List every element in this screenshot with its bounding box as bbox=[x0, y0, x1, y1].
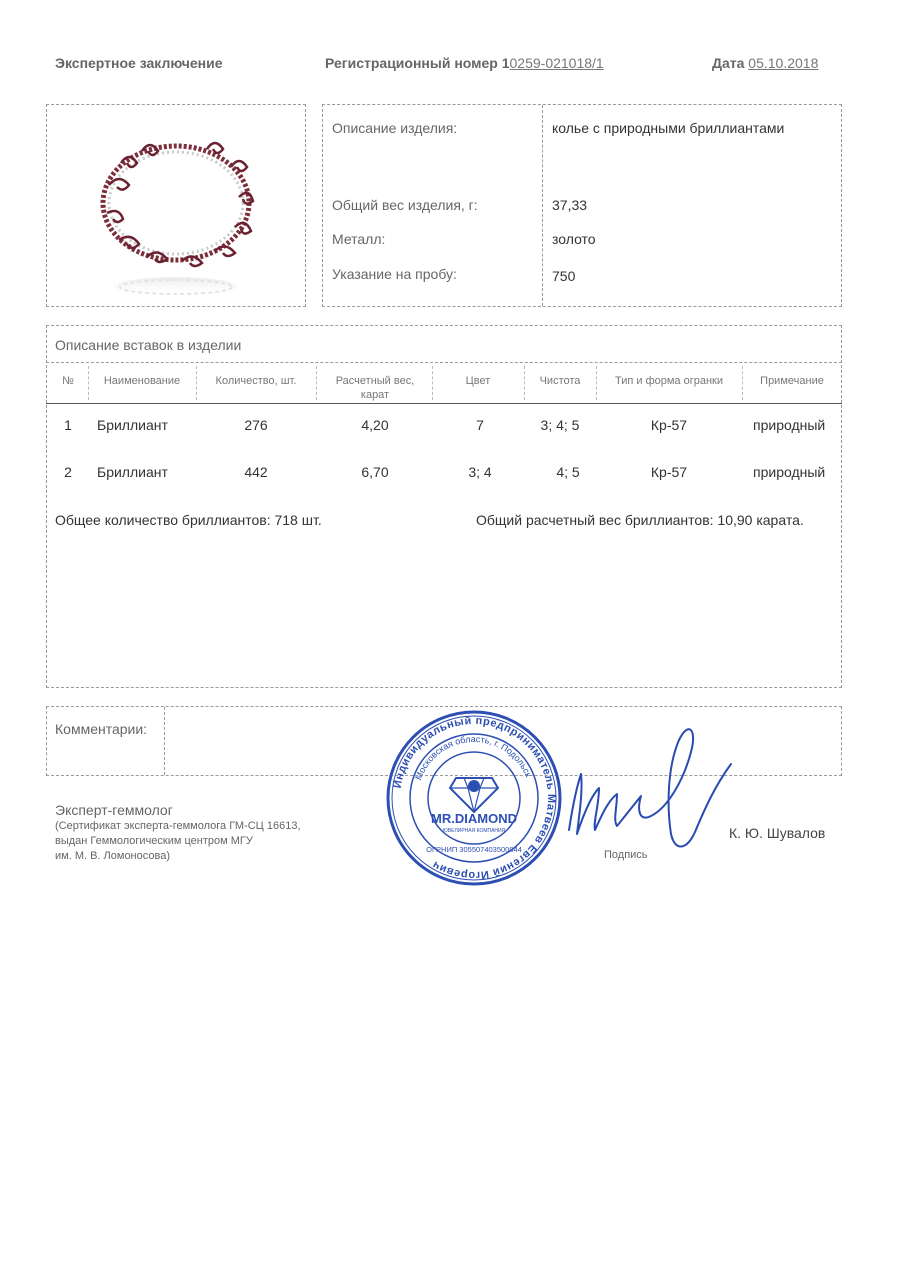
stamp-inner-text: Московская область, г. Подольск bbox=[413, 733, 534, 782]
necklace-photo bbox=[47, 105, 305, 306]
stamp-brand: MR.DIAMOND bbox=[431, 811, 517, 826]
col-sep bbox=[316, 366, 317, 400]
row1-cut: Кр-57 bbox=[650, 417, 688, 433]
col-header-num: № bbox=[62, 375, 74, 387]
expert-cert-line3: им. М. В. Ломоносова) bbox=[55, 850, 170, 862]
signature-icon bbox=[555, 712, 745, 862]
expert-name: К. Ю. Шувалов bbox=[729, 825, 826, 841]
metal-value: золото bbox=[552, 231, 596, 247]
date bbox=[712, 55, 818, 71]
row2-note: природный bbox=[753, 464, 826, 480]
row1-clarity: 3; 4; 5 bbox=[540, 417, 580, 433]
column-divider bbox=[542, 105, 543, 306]
col-sep bbox=[432, 366, 433, 400]
inserts-header-bottom-line bbox=[46, 403, 842, 404]
inserts-header-top-line bbox=[46, 362, 842, 363]
description-label: Описание изделия: bbox=[332, 120, 458, 136]
metal-label: Металл: bbox=[332, 231, 386, 247]
stamp-brand-sub: ЮВЕЛИРНАЯ КОМПАНИЯ bbox=[442, 828, 506, 834]
document-title: Экспертное заключение bbox=[55, 55, 223, 71]
total-weight: Общий расчетный вес бриллиантов: 10,90 карата. bbox=[476, 512, 804, 528]
row1-color: 7 bbox=[476, 417, 484, 433]
col-header-clarity: Чистота bbox=[539, 375, 581, 387]
expert-cert-line2: выдан Геммологическим центром МГУ bbox=[55, 835, 253, 847]
stamp-ogrnip: ОГРНИП 305507403500044 bbox=[426, 845, 522, 854]
col-header-name: Наименование bbox=[103, 375, 181, 387]
col-header-note: Примечание bbox=[760, 375, 824, 387]
col-sep bbox=[742, 366, 743, 400]
assay-value: 750 bbox=[552, 268, 576, 284]
row2-num: 2 bbox=[64, 464, 72, 480]
row2-weight: 6,70 bbox=[361, 464, 389, 480]
row2-color: 3; 4 bbox=[468, 464, 492, 480]
col-sep bbox=[596, 366, 597, 400]
row1-num: 1 bbox=[64, 417, 72, 433]
weight-label: Общий вес изделия, г: bbox=[332, 197, 478, 213]
company-stamp bbox=[386, 710, 562, 886]
col-header-qty: Количество, шт. bbox=[215, 375, 297, 387]
col-sep bbox=[524, 366, 525, 400]
col-sep bbox=[88, 366, 89, 400]
total-count: Общее количество бриллиантов: 718 шт. bbox=[55, 512, 322, 528]
signature-label: Подпись bbox=[604, 849, 648, 861]
row1-qty: 276 bbox=[244, 417, 268, 433]
row1-note: природный bbox=[753, 417, 826, 433]
expert-cert-line1: (Сертификат эксперта-геммолога ГМ-СЦ 16613, bbox=[55, 820, 301, 832]
row2-qty: 442 bbox=[244, 464, 268, 480]
stamp-outer-text: Индивидуальный предприниматель Матвеев Евгений Игоревич bbox=[391, 714, 558, 882]
comments-label: Комментарии: bbox=[55, 721, 148, 737]
assay-label: Указание на пробу: bbox=[332, 266, 457, 282]
row1-name: Бриллиант bbox=[97, 417, 168, 433]
row1-weight: 4,20 bbox=[361, 417, 389, 433]
col-header-weight: Расчетный вес, карат bbox=[335, 375, 415, 401]
diamond-logo-icon bbox=[450, 778, 498, 812]
date-label: Дата bbox=[712, 55, 745, 71]
row2-name: Бриллиант bbox=[97, 464, 168, 480]
col-header-cut: Тип и форма огранки bbox=[614, 375, 723, 387]
row2-cut: Кр-57 bbox=[650, 464, 688, 480]
comments-divider bbox=[164, 707, 165, 775]
registration-label: Регистрационный номер 1 bbox=[325, 55, 510, 71]
expert-title: Эксперт-геммолог bbox=[55, 802, 173, 818]
col-header-color: Цвет bbox=[465, 375, 491, 387]
inserts-title: Описание вставок в изделии bbox=[55, 337, 242, 353]
weight-value: 37,33 bbox=[552, 197, 588, 213]
item-photo-box bbox=[46, 104, 306, 307]
date-value: 05.10.2018 bbox=[748, 55, 819, 71]
registration-number bbox=[325, 55, 604, 71]
description-value: колье с природными бриллиантами bbox=[552, 120, 785, 136]
registration-value: 0259-021018/1 bbox=[509, 55, 604, 71]
row2-clarity: 4; 5 bbox=[556, 464, 580, 480]
col-sep bbox=[196, 366, 197, 400]
